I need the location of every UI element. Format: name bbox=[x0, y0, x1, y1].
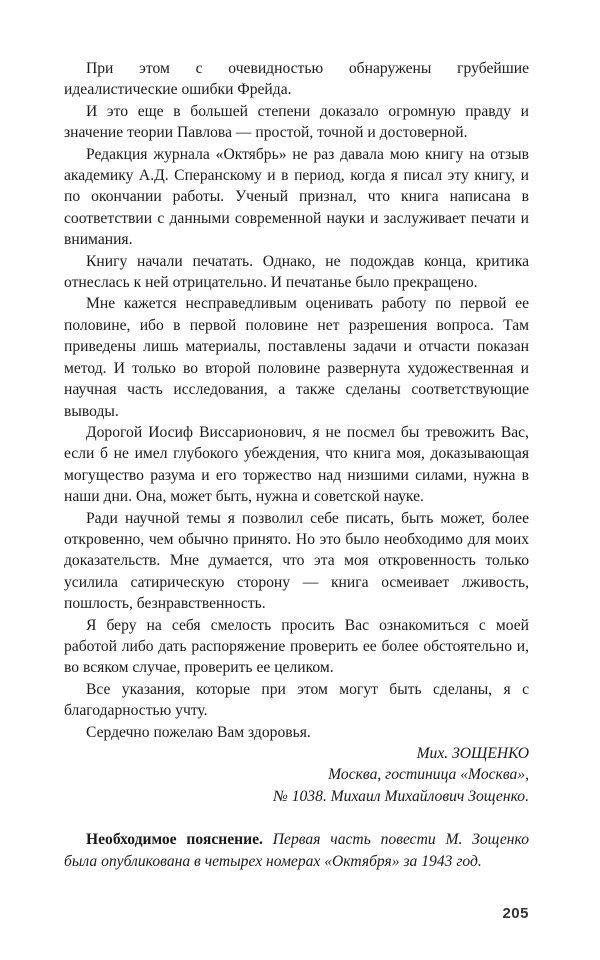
paragraph: Мне кажется несправедливым оценивать работу по первой ее половине, ибо в первой половине нет разрешения вопроса. Там приведены лишь материалы, поставлены задачи и отчасти показан метод. И только во второй половине развернута художественная и научная часть исследования, а также сделаны соответствующие выводы. bbox=[64, 295, 529, 420]
paragraph: Ради научной темы я позволил себе писать, быть может, более откровенно, чем обычно принято. Но это было необходимо для моих доказательств. Мне думается, что эта моя откровенность только усилила сатирическую сторону — книга осмеивает лживость, пошлость, безнравственность. bbox=[64, 509, 529, 613]
explanatory-note bbox=[64, 829, 529, 872]
signature-name: Мих. ЗОЩЕНКО bbox=[416, 745, 529, 762]
paragraph: При этом с очевидностью обнаружены грубейшие идеалистические ошибки Фрейда. bbox=[64, 60, 529, 99]
paragraph: Дорогой Иосиф Виссарионович, я не посмел бы тревожить Вас, если б не имел глубокого убеждения, что книга моя, доказывающая могущество разума и его торжество над низшими силами, нужна в наши дни. Она, может быть, нужна и советской науке. bbox=[64, 423, 529, 506]
page-number: 205 bbox=[502, 905, 529, 922]
signature-block bbox=[64, 743, 529, 807]
signature-fullname: № 1038. Михаил Михайлович Зощенко. bbox=[273, 787, 529, 805]
paragraph: И это еще в большей степени доказало огромную правду и значение теории Павлова — простой, точной и достоверной. bbox=[64, 102, 529, 142]
paragraph: Книгу начали печатать. Однако, не подождав конца, критика отнеслась к ней отрицательно. И печатанье было прекращено. bbox=[64, 252, 529, 292]
signature-address: Москва, гостиница «Москва», bbox=[328, 766, 529, 784]
note-label: Необходимое пояснение. bbox=[86, 831, 263, 849]
paragraph: Редакция журнала «Октябрь» не раз давала мою книгу на отзыв академику А.Д. Сперанскому и в период, когда я писал эту книгу, и по окончании работы. Ученый признал, что книга написана в соответствии с данными современной науки и заслуживает печати и внимания. bbox=[64, 145, 529, 249]
paragraph: Все указания, которые при этом могут быть сделаны, я с благодарностью учту. bbox=[64, 680, 529, 720]
note-text: Первая часть повести М. Зощенко была опубликована в четырех номерах «Октября» за 1943 год. bbox=[64, 831, 530, 870]
paragraph: Я беру на себя смелость просить Вас ознакомиться с моей работой либо дать распоряжение проверить ее более обстоятельно и, во всяком случае, проверить ее целиком. bbox=[64, 616, 529, 677]
page-body bbox=[64, 58, 529, 872]
paragraph: Сердечно пожелаю Вам здоровья. bbox=[86, 723, 311, 741]
